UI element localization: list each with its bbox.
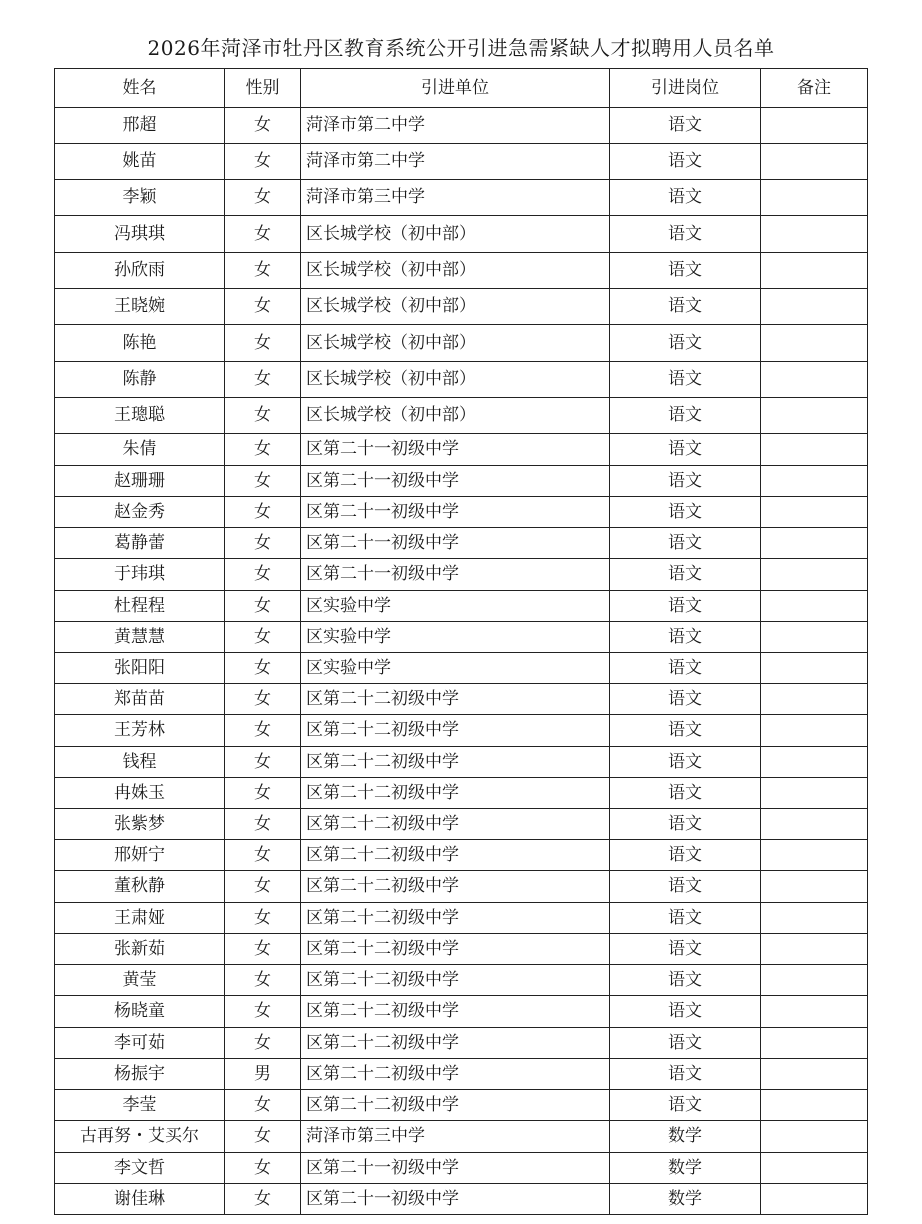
cell-note	[761, 108, 868, 144]
cell-note	[761, 871, 868, 903]
cell-post: 语文	[610, 778, 761, 809]
cell-post: 语文	[610, 591, 761, 622]
cell-gender: 女	[225, 1121, 301, 1153]
cell-post: 语文	[610, 747, 761, 778]
cell-name: 李莹	[55, 1090, 225, 1121]
cell-name: 朱倩	[55, 434, 225, 466]
cell-post: 语文	[610, 653, 761, 684]
cell-note	[761, 1028, 868, 1059]
cell-gender: 女	[225, 434, 301, 466]
cell-note	[761, 362, 868, 398]
cell-post: 数学	[610, 1153, 761, 1184]
cell-unit: 区长城学校（初中部）	[301, 325, 610, 362]
table-header-row	[55, 69, 868, 108]
table-row	[55, 840, 868, 871]
cell-unit: 区实验中学	[301, 622, 610, 653]
cell-name: 王晓婉	[55, 289, 225, 325]
cell-note	[761, 325, 868, 362]
cell-note	[761, 289, 868, 325]
cell-name: 赵金秀	[55, 497, 225, 528]
cell-name: 赵珊珊	[55, 466, 225, 497]
table-row	[55, 715, 868, 747]
cell-name: 钱程	[55, 747, 225, 778]
cell-unit: 菏泽市第三中学	[301, 180, 610, 216]
table-row	[55, 144, 868, 180]
cell-gender: 女	[225, 180, 301, 216]
cell-note	[761, 996, 868, 1028]
table-row	[55, 180, 868, 216]
cell-name: 古再努・艾买尔	[55, 1121, 225, 1153]
cell-note	[761, 778, 868, 809]
cell-gender: 女	[225, 715, 301, 747]
cell-post: 语文	[610, 809, 761, 840]
cell-gender: 女	[225, 747, 301, 778]
cell-name: 杜程程	[55, 591, 225, 622]
cell-gender: 女	[225, 216, 301, 253]
cell-unit: 区长城学校（初中部）	[301, 362, 610, 398]
table-row	[55, 1028, 868, 1059]
cell-unit: 区第二十二初级中学	[301, 684, 610, 715]
cell-unit: 区第二十一初级中学	[301, 466, 610, 497]
table-row	[55, 497, 868, 528]
cell-name: 黄慧慧	[55, 622, 225, 653]
cell-gender: 女	[225, 289, 301, 325]
cell-unit: 区第二十二初级中学	[301, 747, 610, 778]
table-row	[55, 1121, 868, 1153]
cell-unit: 区第二十二初级中学	[301, 1059, 610, 1090]
cell-gender: 女	[225, 559, 301, 591]
cell-name: 李颖	[55, 180, 225, 216]
cell-gender: 女	[225, 903, 301, 934]
cell-gender: 女	[225, 1028, 301, 1059]
table-row	[55, 622, 868, 653]
cell-gender: 女	[225, 653, 301, 684]
cell-unit: 菏泽市第三中学	[301, 1121, 610, 1153]
cell-unit: 区第二十二初级中学	[301, 778, 610, 809]
cell-name: 冉姝玉	[55, 778, 225, 809]
cell-name: 黄莹	[55, 965, 225, 996]
cell-unit: 区长城学校（初中部）	[301, 398, 610, 434]
cell-post: 语文	[610, 871, 761, 903]
cell-gender: 女	[225, 591, 301, 622]
table-row	[55, 528, 868, 559]
cell-post: 语文	[610, 622, 761, 653]
personnel-table	[54, 68, 868, 1215]
cell-post: 语文	[610, 398, 761, 434]
header-name: 姓名	[55, 69, 225, 108]
cell-note	[761, 1059, 868, 1090]
cell-name: 陈艳	[55, 325, 225, 362]
table-row	[55, 809, 868, 840]
cell-unit: 区长城学校（初中部）	[301, 216, 610, 253]
cell-gender: 女	[225, 840, 301, 871]
cell-name: 王璁聪	[55, 398, 225, 434]
cell-gender: 女	[225, 528, 301, 559]
cell-name: 孙欣雨	[55, 253, 225, 289]
cell-note	[761, 591, 868, 622]
cell-note	[761, 809, 868, 840]
cell-unit: 区第二十二初级中学	[301, 934, 610, 965]
table-row	[55, 965, 868, 996]
cell-note	[761, 216, 868, 253]
table-row	[55, 684, 868, 715]
cell-gender: 女	[225, 934, 301, 965]
table-row	[55, 996, 868, 1028]
cell-unit: 区第二十二初级中学	[301, 903, 610, 934]
cell-post: 语文	[610, 497, 761, 528]
cell-post: 语文	[610, 108, 761, 144]
cell-note	[761, 684, 868, 715]
cell-gender: 女	[225, 108, 301, 144]
cell-post: 语文	[610, 528, 761, 559]
table-row	[55, 1090, 868, 1121]
cell-unit: 区第二十一初级中学	[301, 528, 610, 559]
table-row	[55, 325, 868, 362]
table-row	[55, 1184, 868, 1215]
cell-post: 语文	[610, 903, 761, 934]
cell-name: 于玮琪	[55, 559, 225, 591]
cell-unit: 区第二十二初级中学	[301, 840, 610, 871]
cell-unit: 区实验中学	[301, 591, 610, 622]
cell-post: 语文	[610, 253, 761, 289]
cell-name: 董秋静	[55, 871, 225, 903]
table-row	[55, 466, 868, 497]
cell-post: 语文	[610, 325, 761, 362]
cell-note	[761, 528, 868, 559]
cell-note	[761, 398, 868, 434]
cell-post: 语文	[610, 965, 761, 996]
cell-name: 姚苗	[55, 144, 225, 180]
cell-post: 语文	[610, 434, 761, 466]
cell-post: 数学	[610, 1121, 761, 1153]
cell-note	[761, 434, 868, 466]
cell-name: 陈静	[55, 362, 225, 398]
cell-gender: 女	[225, 253, 301, 289]
cell-gender: 女	[225, 398, 301, 434]
table-row	[55, 747, 868, 778]
cell-unit: 区第二十一初级中学	[301, 1153, 610, 1184]
cell-note	[761, 1090, 868, 1121]
cell-name: 郑苗苗	[55, 684, 225, 715]
cell-gender: 女	[225, 965, 301, 996]
cell-post: 语文	[610, 144, 761, 180]
cell-gender: 女	[225, 778, 301, 809]
table-row	[55, 778, 868, 809]
cell-gender: 男	[225, 1059, 301, 1090]
cell-gender: 女	[225, 325, 301, 362]
cell-name: 张新茹	[55, 934, 225, 965]
cell-note	[761, 559, 868, 591]
table-row	[55, 871, 868, 903]
cell-unit: 区第二十二初级中学	[301, 965, 610, 996]
cell-unit: 区第二十一初级中学	[301, 1184, 610, 1215]
cell-name: 冯琪琪	[55, 216, 225, 253]
cell-note	[761, 622, 868, 653]
header-gender: 性别	[225, 69, 301, 108]
table-row	[55, 362, 868, 398]
cell-unit: 区第二十一初级中学	[301, 434, 610, 466]
cell-gender: 女	[225, 362, 301, 398]
cell-unit: 区长城学校（初中部）	[301, 289, 610, 325]
cell-name: 葛静蕾	[55, 528, 225, 559]
cell-note	[761, 934, 868, 965]
cell-name: 谢佳琳	[55, 1184, 225, 1215]
cell-gender: 女	[225, 871, 301, 903]
cell-unit: 区第二十二初级中学	[301, 1028, 610, 1059]
cell-unit: 区第二十二初级中学	[301, 715, 610, 747]
table-row	[55, 434, 868, 466]
cell-gender: 女	[225, 144, 301, 180]
cell-post: 语文	[610, 684, 761, 715]
table-row	[55, 1059, 868, 1090]
cell-post: 语文	[610, 559, 761, 591]
cell-unit: 区第二十二初级中学	[301, 809, 610, 840]
cell-post: 语文	[610, 216, 761, 253]
cell-unit: 区第二十一初级中学	[301, 559, 610, 591]
header-note: 备注	[761, 69, 868, 108]
table-row	[55, 108, 868, 144]
table-body	[55, 108, 868, 1215]
cell-unit: 区第二十二初级中学	[301, 996, 610, 1028]
cell-unit: 区实验中学	[301, 653, 610, 684]
cell-note	[761, 965, 868, 996]
cell-post: 语文	[610, 180, 761, 216]
cell-name: 杨振宇	[55, 1059, 225, 1090]
cell-unit: 区第二十二初级中学	[301, 1090, 610, 1121]
cell-note	[761, 747, 868, 778]
cell-note	[761, 1184, 868, 1215]
table-row	[55, 289, 868, 325]
cell-name: 李文哲	[55, 1153, 225, 1184]
cell-unit: 区长城学校（初中部）	[301, 253, 610, 289]
cell-post: 语文	[610, 840, 761, 871]
document-title: 2026年菏泽市牡丹区教育系统公开引进急需紧缺人才拟聘用人员名单	[147, 36, 775, 60]
cell-name: 张阳阳	[55, 653, 225, 684]
cell-post: 语文	[610, 996, 761, 1028]
cell-gender: 女	[225, 497, 301, 528]
cell-gender: 女	[225, 996, 301, 1028]
table-row	[55, 1153, 868, 1184]
cell-name: 王肃娅	[55, 903, 225, 934]
table-row	[55, 903, 868, 934]
cell-post: 语文	[610, 934, 761, 965]
table-row	[55, 216, 868, 253]
table-row	[55, 398, 868, 434]
cell-note	[761, 144, 868, 180]
table-row	[55, 653, 868, 684]
cell-note	[761, 497, 868, 528]
cell-note	[761, 840, 868, 871]
cell-gender: 女	[225, 1184, 301, 1215]
cell-note	[761, 653, 868, 684]
cell-note	[761, 180, 868, 216]
cell-post: 语文	[610, 1028, 761, 1059]
cell-gender: 女	[225, 684, 301, 715]
cell-name: 杨晓童	[55, 996, 225, 1028]
cell-note	[761, 1153, 868, 1184]
cell-post: 语文	[610, 1090, 761, 1121]
cell-unit: 区第二十一初级中学	[301, 497, 610, 528]
cell-post: 语文	[610, 466, 761, 497]
cell-name: 王芳林	[55, 715, 225, 747]
table-row	[55, 253, 868, 289]
cell-post: 数学	[610, 1184, 761, 1215]
cell-gender: 女	[225, 809, 301, 840]
cell-note	[761, 903, 868, 934]
cell-unit: 菏泽市第二中学	[301, 144, 610, 180]
cell-name: 李可茹	[55, 1028, 225, 1059]
cell-unit: 菏泽市第二中学	[301, 108, 610, 144]
header-unit: 引进单位	[301, 69, 610, 108]
cell-name: 邢妍宁	[55, 840, 225, 871]
table-row	[55, 559, 868, 591]
cell-note	[761, 253, 868, 289]
table-row	[55, 934, 868, 965]
cell-note	[761, 1121, 868, 1153]
cell-post: 语文	[610, 715, 761, 747]
cell-gender: 女	[225, 466, 301, 497]
header-post: 引进岗位	[610, 69, 761, 108]
cell-post: 语文	[610, 289, 761, 325]
cell-gender: 女	[225, 1090, 301, 1121]
table-row	[55, 591, 868, 622]
cell-post: 语文	[610, 362, 761, 398]
cell-name: 邢超	[55, 108, 225, 144]
cell-note	[761, 715, 868, 747]
cell-note	[761, 466, 868, 497]
cell-gender: 女	[225, 622, 301, 653]
cell-unit: 区第二十二初级中学	[301, 871, 610, 903]
cell-post: 语文	[610, 1059, 761, 1090]
cell-gender: 女	[225, 1153, 301, 1184]
cell-name: 张紫梦	[55, 809, 225, 840]
